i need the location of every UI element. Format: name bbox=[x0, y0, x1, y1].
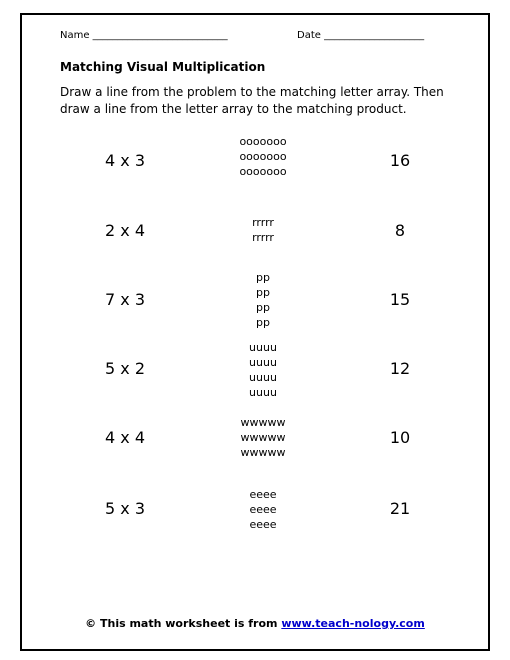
footer-credit bbox=[0, 617, 510, 630]
footer-text: © This math worksheet is from bbox=[85, 617, 282, 630]
letter-array-3: pp pp pp pp bbox=[256, 271, 270, 329]
letter-array-6: eeee eeee eeee bbox=[249, 488, 277, 531]
worksheet-title: Matching Visual Multiplication bbox=[60, 60, 266, 74]
problem-6: 5 x 3 bbox=[105, 499, 145, 518]
product-1: 16 bbox=[389, 151, 411, 170]
name-field-label: Name ___________________________ bbox=[60, 30, 228, 41]
product-3: 15 bbox=[389, 290, 411, 309]
product-6: 21 bbox=[389, 499, 411, 518]
letter-array-5: wwwww wwwww wwwww bbox=[240, 416, 286, 459]
product-2: 8 bbox=[394, 221, 406, 240]
problem-2: 2 x 4 bbox=[105, 221, 145, 240]
letter-array-1: ooooooo ooooooo ooooooo bbox=[239, 135, 287, 178]
letter-array-2: rrrrr rrrrr bbox=[252, 216, 274, 244]
product-5: 10 bbox=[389, 428, 411, 447]
letter-array-4: uuuu uuuu uuuu uuuu bbox=[249, 341, 277, 399]
problem-3: 7 x 3 bbox=[105, 290, 145, 309]
product-4: 12 bbox=[389, 359, 411, 378]
date-field-label: Date ____________________ bbox=[297, 30, 425, 41]
problem-4: 5 x 2 bbox=[105, 359, 145, 378]
problem-5: 4 x 4 bbox=[105, 428, 145, 447]
instructions: Draw a line from the problem to the matching letter array. Then draw a line from the letter array to the matching product. bbox=[60, 85, 444, 116]
footer-link[interactable]: www.teach-nology.com bbox=[281, 617, 425, 630]
problem-1: 4 x 3 bbox=[105, 151, 145, 170]
